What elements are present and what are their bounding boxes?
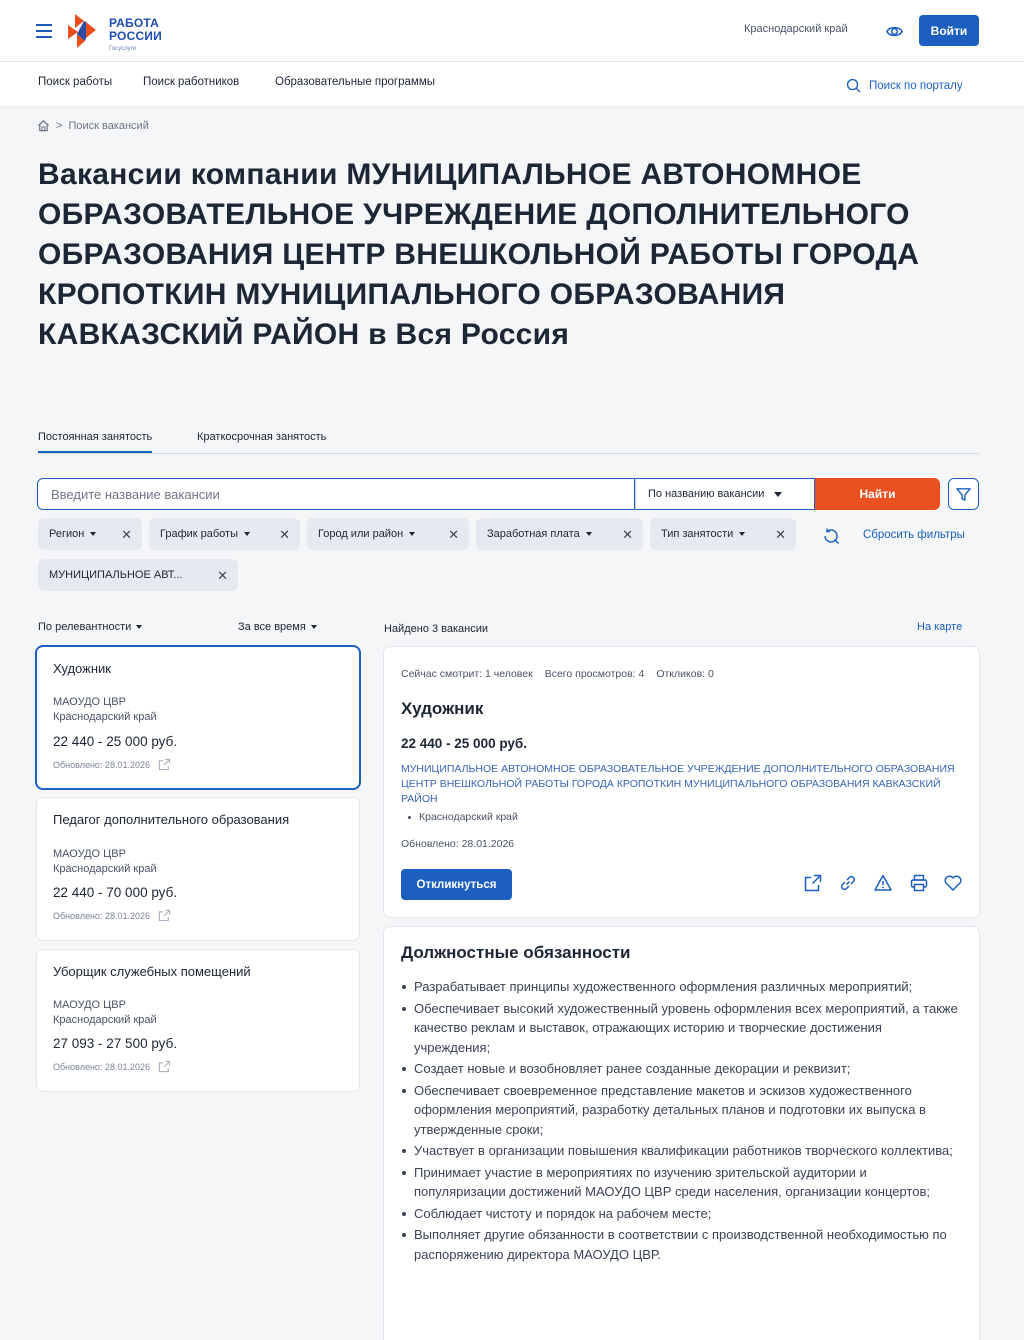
warning-icon[interactable] — [873, 873, 893, 893]
logo-line3: Госуслуги — [109, 46, 137, 52]
sort-period-label: За все время — [238, 621, 306, 633]
logo-line1: РАБОТА — [109, 16, 160, 30]
link-icon[interactable] — [838, 873, 858, 893]
nav-item-employee-search[interactable]: Поиск работников — [143, 76, 240, 88]
menu-icon[interactable] — [36, 24, 52, 38]
vacancy-title[interactable]: Уборщик служебных помещений — [53, 964, 251, 979]
vacancy-company: МАОУДО ЦВР — [53, 696, 126, 708]
duty-item: Выполняет другие обязанности в соответствии с производственной необходимостью по распоряжению директора МАОУДО ЦВР. — [401, 1225, 961, 1264]
vacancy-company: МАОУДО ЦВР — [53, 999, 126, 1011]
vacancy-title[interactable]: Художник — [53, 661, 111, 676]
filter-icon — [955, 486, 972, 503]
close-icon[interactable]: ✕ — [121, 527, 132, 542]
tab-permanent[interactable]: Постоянная занятость — [38, 431, 152, 453]
external-link-icon[interactable] — [803, 873, 823, 893]
caret-icon — [90, 532, 96, 536]
filter-button[interactable] — [948, 478, 979, 510]
vacancy-updated — [53, 1060, 171, 1073]
logo-text[interactable] — [109, 17, 162, 56]
duties-title: Должностные обязанности — [401, 943, 631, 962]
vacancy-card[interactable] — [37, 798, 359, 940]
portal-search-link[interactable] — [846, 78, 963, 93]
home-icon[interactable] — [37, 119, 50, 132]
sort-period[interactable] — [238, 621, 317, 633]
external-link-icon[interactable] — [158, 1060, 171, 1073]
top-bar — [0, 0, 1024, 62]
find-button[interactable]: Найти — [815, 478, 940, 510]
vacancy-updated-label: Обновлено: 28.01.2026 — [53, 910, 150, 921]
duty-item: Участвует в организации повышения квалификации работников творческого коллектива; — [401, 1141, 961, 1161]
filter-chip-label: График работы — [160, 528, 238, 540]
page-title: Вакансии компании МУНИЦИПАЛЬНОЕ АВТОНОМНОЕ ОБРАЗОВАТЕЛЬНОЕ УЧРЕЖДЕНИЕ ДОПОЛНИТЕЛЬНОГО ОБРАЗОВАНИЯ ЦЕНТР ВНЕШКОЛЬНОЙ РАБОТЫ ГОРОДА КРОПОТКИН МУНИЦИПАЛЬНОГО ОБРАЗОВАНИЯ КАВКАЗСКИЙ РАЙОН в Вся Россия — [38, 158, 920, 351]
heart-icon[interactable] — [943, 873, 963, 893]
respond-button[interactable]: Откликнуться — [401, 869, 512, 900]
caret-icon — [586, 532, 592, 536]
filter-chip-label: МУНИЦИПАЛЬНОЕ АВТ... — [49, 569, 183, 581]
caret-icon — [136, 625, 142, 629]
filter-chip-city[interactable] — [307, 518, 469, 550]
close-icon[interactable]: ✕ — [622, 527, 633, 542]
tab-short-term[interactable]: Краткосрочная занятость — [197, 431, 327, 443]
duties-section — [384, 927, 979, 1340]
nav-item-education[interactable]: Образовательные программы — [275, 76, 436, 88]
employment-tabs — [38, 428, 979, 454]
external-link-icon[interactable] — [158, 758, 171, 771]
vacancy-search — [37, 478, 940, 510]
region-selector[interactable]: Краснодарский край — [744, 23, 848, 35]
detail-region-label: Краснодарский край — [419, 811, 518, 823]
close-icon[interactable]: ✕ — [448, 527, 459, 542]
views-count: Всего просмотров: 4 — [544, 668, 645, 680]
filter-chip-label: Город или район — [318, 528, 404, 540]
close-icon[interactable]: ✕ — [217, 568, 228, 583]
vacancy-region: Краснодарский край — [53, 863, 157, 875]
reset-filters-link[interactable]: Сбросить фильтры — [863, 529, 965, 541]
chevron-down-icon — [774, 492, 782, 497]
vacancy-company: МАОУДО ЦВР — [53, 848, 126, 860]
vacancy-card[interactable] — [37, 647, 359, 788]
responses-count: Откликов: 0 — [656, 668, 714, 680]
filter-chip-label: Заработная плата — [487, 528, 580, 540]
duty-item: Принимает участие в мероприятиях по изучению зрительской аудитории и популяризации достижений МАОУДО ЦВР среди населения, организации концертов; — [401, 1163, 961, 1202]
vacancy-salary: 22 440 - 70 000 руб. — [53, 885, 178, 900]
reset-icon[interactable] — [822, 527, 840, 545]
bullet — [408, 816, 411, 819]
duty-item: Обеспечивает высокий художественный уровень оформления всех мероприятий, а также качество реклам и выставок, отражающих историю и творческие достижения учреждения; — [401, 999, 961, 1058]
breadcrumb-separator: > — [56, 119, 63, 132]
filter-chip-region[interactable] — [38, 518, 142, 550]
duty-item: Создает новые и возобновляет ранее созданные декорации и реквизит; — [401, 1059, 961, 1079]
detail-salary: 22 440 - 25 000 руб. — [401, 736, 527, 751]
duty-item: Обеспечивает своевременное представление макетов и эскизов художественного оформления мероприятий, разработку детальных планов и подготовки их выпуска в утвержденные сроки; — [401, 1081, 961, 1140]
vacancy-card[interactable] — [37, 950, 359, 1091]
nav-item-job-search[interactable]: Поиск работы — [38, 76, 113, 88]
vacancy-stats — [401, 668, 714, 680]
portal-search-label: Поиск по порталу — [869, 79, 963, 92]
filter-chip-label: Регион — [49, 528, 85, 540]
results-count: Найдено 3 вакансии — [384, 623, 489, 635]
caret-icon — [409, 532, 415, 536]
vacancy-region: Краснодарский край — [53, 711, 157, 723]
logo-icon[interactable] — [66, 12, 102, 50]
vacancy-salary: 27 093 - 27 500 руб. — [53, 1036, 178, 1051]
sort-relevance[interactable] — [38, 621, 142, 633]
search-icon — [846, 78, 861, 93]
detail-title: Художник — [401, 699, 484, 718]
logo-line2: РОССИИ — [109, 29, 162, 43]
breadcrumb — [37, 119, 149, 132]
vacancy-salary: 22 440 - 25 000 руб. — [53, 734, 178, 749]
print-icon[interactable] — [909, 873, 929, 893]
search-mode-label: По названию вакансии — [648, 488, 765, 500]
vacancy-updated — [53, 758, 171, 771]
search-mode-select[interactable] — [635, 478, 815, 510]
filter-chip-schedule[interactable] — [149, 518, 300, 550]
sort-relevance-label: По релевантности — [38, 621, 132, 633]
duty-item: Разрабатывает принципы художественного оформления различных мероприятий; — [401, 977, 961, 997]
detail-updated: Обновлено: 28.01.2026 — [401, 838, 515, 850]
close-icon[interactable]: ✕ — [279, 527, 290, 542]
caret-icon — [244, 532, 250, 536]
eye-icon[interactable] — [885, 22, 904, 41]
filter-chip-employment-type[interactable] — [650, 518, 796, 550]
filter-chip-salary[interactable] — [476, 518, 643, 550]
duties-list — [401, 977, 961, 1266]
vacancy-region: Краснодарский край — [53, 1014, 157, 1026]
map-link[interactable]: На карте — [917, 621, 963, 633]
duty-item: Соблюдает чистоту и порядок на рабочем месте; — [401, 1204, 961, 1224]
vacancy-updated-label: Обновлено: 28.01.2026 — [53, 1061, 150, 1072]
caret-icon — [311, 625, 317, 629]
watching-count: Сейчас смотрит: 1 человек — [401, 668, 533, 680]
vacancy-updated-label: Обновлено: 28.01.2026 — [53, 759, 150, 770]
caret-icon — [739, 532, 745, 536]
vacancy-updated — [53, 909, 171, 922]
close-icon[interactable]: ✕ — [775, 527, 786, 542]
vacancy-search-input[interactable] — [37, 478, 635, 510]
vacancy-title[interactable]: Педагог дополнительного образования — [53, 812, 290, 827]
detail-company-link[interactable]: МУНИЦИПАЛЬНОЕ АВТОНОМНОЕ ОБРАЗОВАТЕЛЬНОЕ УЧРЕЖДЕНИЕ ДОПОЛНИТЕЛЬНОГО ОБРАЗОВАНИЯ ЦЕНТР ВНЕШКОЛЬНОЙ РАБОТЫ ГОРОДА КРОПОТКИН МУНИЦИПАЛЬНОГО ОБРАЗОВАНИЯ КАВКАЗСКИЙ РАЙОН — [401, 763, 955, 805]
detail-region — [408, 811, 518, 823]
vacancy-detail-card — [384, 647, 979, 917]
filter-chip-company[interactable] — [38, 559, 238, 591]
breadcrumb-current[interactable]: Поиск вакансий — [68, 119, 149, 132]
login-button[interactable]: Войти — [919, 15, 979, 46]
external-link-icon[interactable] — [158, 909, 171, 922]
filter-chip-label: Тип занятости — [661, 528, 734, 540]
